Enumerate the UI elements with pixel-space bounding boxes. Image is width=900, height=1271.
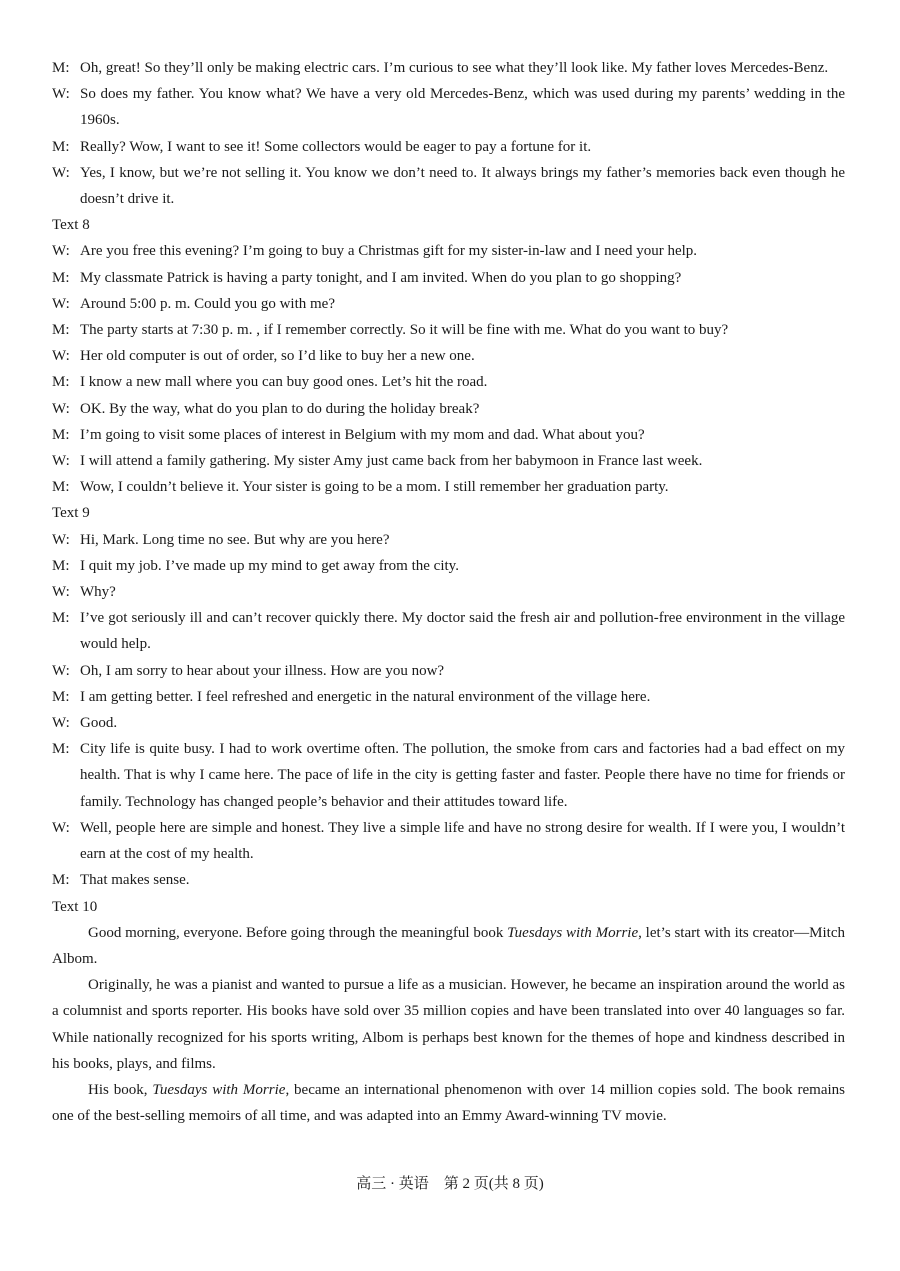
text10-paragraph-2: Originally, he was a pianist and wanted to pursue a life as a musician. However, he became an inspiration around the world as a columnist and sports reporter. His books have sold over 35 million copies and have been translated into over 40 languages so far. While nationally recognized for his sports writing, Albom is perhaps best known for the themes of hope and kindness described in his books, plays, and films.: [52, 977, 845, 1072]
speaker-label: M:: [52, 557, 70, 574]
utterance-text: Well, people here are simple and honest. They live a simple life and have no strong desire for wealth. If I were you, I wouldn’t earn at the cost of my health.: [80, 819, 845, 863]
dialogue-line: [52, 474, 845, 500]
section-heading: Text 8: [52, 217, 90, 234]
speaker-label: W:: [52, 662, 70, 679]
dialogue-line: [52, 867, 845, 893]
text10-paragraph-1: Good morning, everyone. Before going through the meaningful book Tuesdays with Morrie, let’s start with its creator—Mitch Albom.: [52, 924, 846, 967]
utterance-text: Why?: [80, 584, 116, 601]
dialogue-line: [52, 265, 845, 291]
utterance-text: The party starts at 7:30 p. m. , if I remember correctly. So it will be fine with me. What do you want to buy?: [80, 322, 729, 339]
utterance-text: Good.: [80, 715, 118, 732]
utterance-text: I quit my job. I’ve made up my mind to get away from the city.: [80, 557, 459, 574]
speaker-label: M:: [52, 269, 70, 286]
dialogue-line: [52, 55, 845, 81]
utterance-text: My classmate Patrick is having a party tonight, and I am invited. When do you plan to go shopping?: [80, 269, 682, 286]
dialogue-line: [52, 448, 845, 474]
book-title: Tuesdays with Morrie: [152, 1081, 286, 1098]
utterance-text: Yes, I know, but we’re not selling it. You know we don’t need to. It always brings my father’s memories back even though he doesn’t drive it.: [80, 164, 845, 208]
dialogue-line: [52, 684, 845, 710]
speaker-label: W:: [52, 86, 70, 103]
utterance-text: I will attend a family gathering. My sister Amy just came back from her babymoon in France last week.: [80, 453, 703, 470]
speaker-label: W:: [52, 348, 70, 365]
speaker-label: M:: [52, 60, 70, 76]
dialogue-line: [52, 527, 845, 553]
speaker-label: W:: [52, 243, 70, 260]
utterance-text: I know a new mall where you can buy good ones. Let’s hit the road.: [80, 374, 488, 391]
dialogue-line: [52, 396, 845, 422]
utterance-text: Wow, I couldn’t believe it. Your sister is going to be a mom. I still remember her graduation party.: [80, 479, 669, 496]
speaker-label: W:: [52, 453, 70, 470]
utterance-text: Are you free this evening? I’m going to buy a Christmas gift for my sister-in-law and I need your help.: [80, 243, 698, 260]
speaker-label: M:: [52, 610, 70, 627]
speaker-label: W:: [52, 819, 70, 836]
utterance-text: OK. By the way, what do you plan to do during the holiday break?: [80, 400, 480, 417]
dialogue-line: [52, 422, 845, 448]
speaker-label: M:: [52, 741, 70, 758]
utterance-text: I’ve got seriously ill and can’t recover quickly there. My doctor said the fresh air and pollution-free environment in the village would help.: [80, 610, 845, 653]
dialogue-line: [52, 160, 845, 212]
utterance-text: Her old computer is out of order, so I’d like to buy her a new one.: [80, 348, 475, 365]
speaker-label: M:: [52, 322, 70, 339]
speaker-label: M:: [52, 426, 70, 443]
utterance-text: So does my father. You know what? We have a very old Mercedes-Benz, which was used during my parents’ wedding in the 1960s.: [80, 86, 845, 129]
dialogue-line: [52, 238, 845, 264]
speaker-label: W:: [52, 715, 70, 732]
dialogue-line: [52, 317, 845, 343]
speaker-label: M:: [52, 479, 70, 496]
dialogue-line: [52, 134, 845, 160]
dialogue-line: [52, 658, 845, 684]
speaker-label: W:: [52, 400, 70, 417]
utterance-text: City life is quite busy. I had to work overtime often. The pollution, the smoke from cars and factories had a bad effect on my health. That is why I came here. The pace of life in the city is getting faster and faster. People there have no time for friends or family. Technology has changed people’s behavior and their attitudes toward life.: [80, 741, 845, 810]
dialogue-line: [52, 605, 845, 657]
dialogue-line: [52, 291, 845, 317]
dialogue-line: [52, 736, 845, 815]
page-footer: 高三 · 英语 第 2 页(共 8 页): [356, 1176, 544, 1192]
utterance-text: Hi, Mark. Long time no see. But why are you here?: [80, 531, 390, 548]
utterance-text: I am getting better. I feel refreshed and energetic in the natural environment of the village here.: [80, 688, 651, 705]
section-heading: Text 10: [52, 898, 98, 915]
speaker-label: M:: [52, 138, 70, 155]
speaker-label: M:: [52, 374, 70, 391]
section-heading: Text 9: [52, 505, 90, 522]
dialogue-line: [52, 710, 845, 736]
utterance-text: Around 5:00 p. m. Could you go with me?: [80, 295, 335, 312]
dialogue-transcript: [52, 55, 845, 920]
utterance-text: Oh, great! So they’ll only be making electric cars. I’m curious to see what they’ll look like. My father loves Mercedes-Benz.: [80, 60, 829, 76]
dialogue-line: [52, 553, 845, 579]
utterance-text: Oh, I am sorry to hear about your illness. How are you now?: [80, 662, 445, 679]
speaker-label: W:: [52, 584, 70, 601]
dialogue-line: [52, 343, 845, 369]
utterance-text: I’m going to visit some places of interest in Belgium with my mom and dad. What about you?: [80, 426, 645, 443]
speaker-label: M:: [52, 688, 70, 705]
dialogue-line: [52, 369, 845, 395]
speaker-label: W:: [52, 164, 70, 181]
speaker-label: M:: [52, 872, 70, 889]
speaker-label: W:: [52, 531, 70, 548]
utterance-text: Really? Wow, I want to see it! Some collectors would be eager to pay a fortune for it.: [80, 138, 592, 155]
dialogue-line: [52, 815, 845, 867]
book-title: Tuesdays with Morrie: [507, 924, 639, 941]
text10-paragraph-3: His book, Tuesdays with Morrie, became an international phenomenon with over 14 million copies sold. The book remains one of the best-selling memoirs of all time, and was adapted into an Emmy Award-winning TV movie.: [52, 1081, 846, 1125]
dialogue-line: [52, 579, 845, 605]
dialogue-line: [52, 81, 845, 133]
speaker-label: W:: [52, 295, 70, 312]
utterance-text: That makes sense.: [80, 872, 190, 889]
